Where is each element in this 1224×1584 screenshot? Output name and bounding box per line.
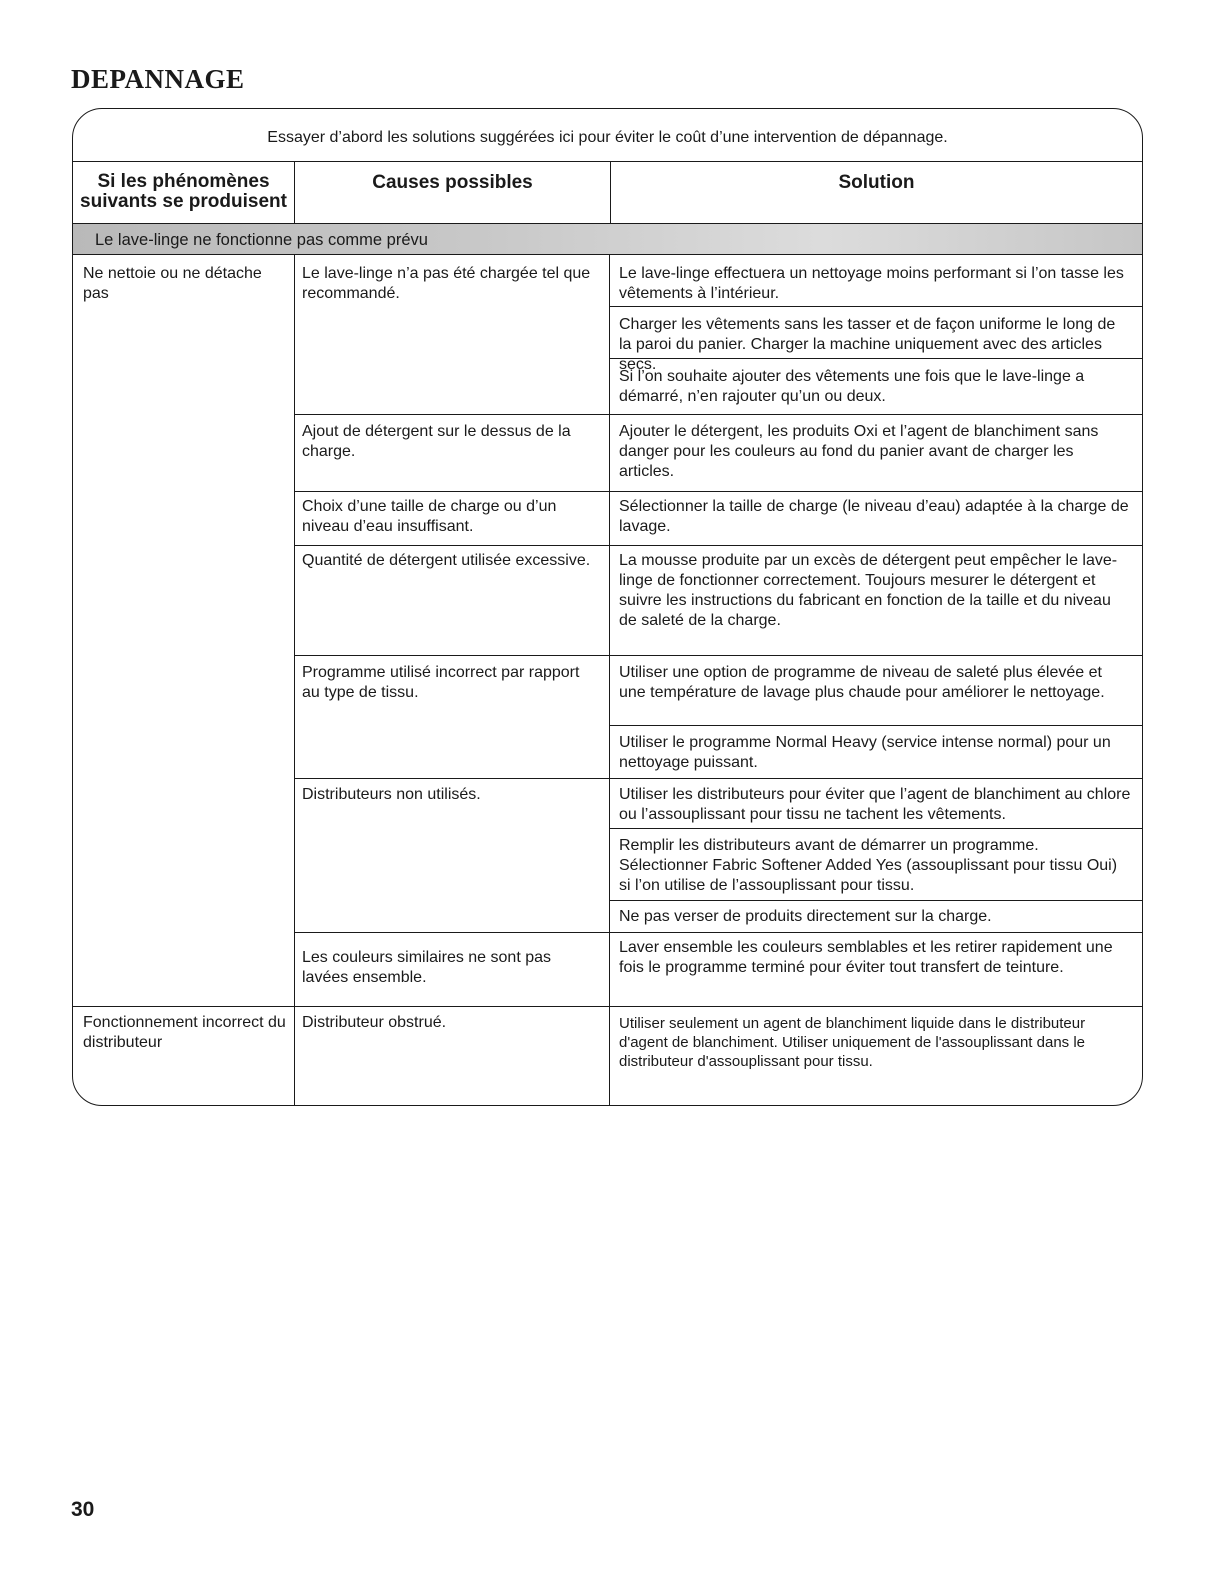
header-cause: Causes possibles — [295, 162, 611, 223]
cause-cell: Programme utilisé incorrect par rapport au type de tissu. — [302, 664, 580, 701]
solution-cell: Le lave-linge effectuera un nettoyage moins performant si l’on tasse les vêtements à l’intérieur. — [619, 265, 1124, 302]
cause-cell: Les couleurs similaires ne sont pas lavées ensemble. — [302, 949, 552, 986]
cause-cell: Distributeurs non utilisés. — [302, 786, 481, 803]
row-divider — [295, 414, 1142, 415]
solution-cell: Remplir les distributeurs avant de démarrer un programme. Sélectionner Fabric Softener Added Yes (assouplissant pour tissu Oui) si l’on utilise de l’assouplissant pour tissu. — [619, 837, 1118, 894]
row-divider — [295, 491, 1142, 492]
row-divider — [295, 545, 1142, 546]
header-symptom: Si les phénomènes suivants se produisent — [73, 162, 295, 223]
solution-cell: Charger les vêtements sans les tasser et de façon uniforme le long de la paroi du panier. Charger la machine uniquement avec des articles secs. — [619, 316, 1116, 373]
header-solution: Solution — [838, 172, 915, 193]
cause-cell: Le lave-linge n’a pas été chargée tel que recommandé. — [302, 265, 591, 302]
section-heading: Le lave-linge ne fonctionne pas comme prévu — [73, 224, 1142, 255]
solution-cell: Utiliser seulement un agent de blanchiment liquide dans le distributeur d'agent de blanchiment. Utiliser uniquement de l'assouplissant dans le distributeur d'assouplissant pour tissu. — [619, 1015, 1086, 1070]
cause-cell: Choix d’une taille de charge ou d’un niveau d’eau insuffisant. — [302, 498, 557, 535]
solution-cell: Utiliser les distributeurs pour éviter que l’agent de blanchiment au chlore ou l’assouplissant pour tissu ne tachent les vêtements. — [619, 786, 1131, 823]
column-divider — [609, 255, 610, 1106]
symptom-cell: Fonctionnement incorrect du distributeur — [83, 1014, 286, 1051]
intro-text: Essayer d’abord les solutions suggérées ici pour éviter le coût d’une intervention de dépannage. — [73, 109, 1142, 162]
cause-cell: Ajout de détergent sur le dessus de la charge. — [302, 423, 571, 460]
page-title: DEPANNAGE — [71, 64, 245, 94]
symptom-cell: Ne nettoie ou ne détache pas — [83, 265, 262, 302]
row-divider — [295, 778, 1142, 779]
cause-cell: Distributeur obstrué. — [302, 1014, 447, 1031]
solution-cell: Ne pas verser de produits directement sur la charge. — [619, 908, 992, 925]
row-divider — [610, 725, 1142, 726]
solution-cell: Sélectionner la taille de charge (le niveau d’eau) adaptée à la charge de lavage. — [619, 498, 1129, 535]
solution-cell: La mousse produite par un excès de détergent peut empêcher le lave-linge de fonctionner correctement. Toujours mesurer le détergent et suivre les instructions du fabricant en fonction de la taille et du niveau de saleté de la charge. — [619, 552, 1118, 629]
solution-cell: Utiliser le programme Normal Heavy (service intense normal) pour un nettoyage puissant. — [619, 734, 1111, 771]
cause-cell: Quantité de détergent utilisée excessive. — [302, 552, 591, 569]
solution-cell: Utiliser une option de programme de niveau de saleté plus élevée et une température de lavage plus chaude pour améliorer le nettoyage. — [619, 664, 1105, 701]
solution-cell: Si l’on souhaite ajouter des vêtements une fois que le lave-linge a démarré, n’en rajouter qu’un ou deux. — [619, 368, 1085, 405]
row-divider — [295, 655, 1142, 656]
row-divider — [610, 828, 1142, 829]
row-divider — [73, 1006, 1142, 1007]
row-divider — [610, 900, 1142, 901]
row-divider — [610, 306, 1142, 307]
troubleshooting-table — [72, 108, 1143, 1106]
row-divider — [295, 932, 1142, 933]
table-body — [73, 255, 1142, 1106]
column-divider — [294, 255, 295, 1106]
page-number: 30 — [71, 1498, 95, 1521]
solution-cell: Laver ensemble les couleurs semblables et les retirer rapidement une fois le programme terminé pour éviter tout transfert de teinture. — [619, 939, 1113, 976]
table-header — [73, 162, 1142, 224]
solution-cell: Ajouter le détergent, les produits Oxi et l’agent de blanchiment sans danger pour les couleurs au fond du panier avant de charger les articles. — [619, 423, 1099, 480]
